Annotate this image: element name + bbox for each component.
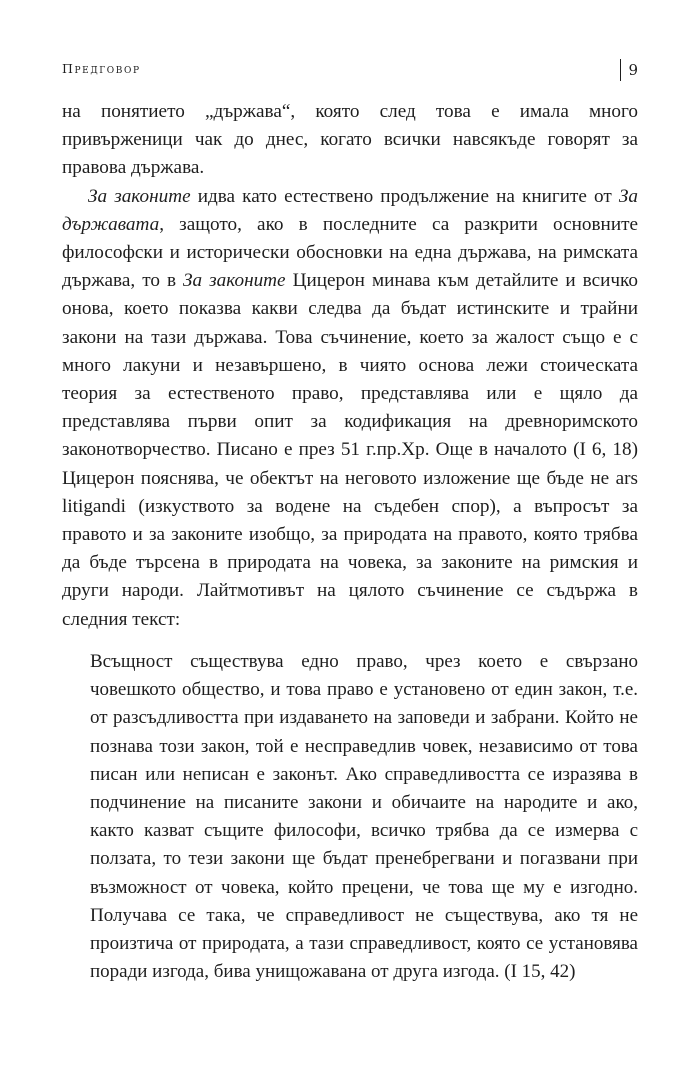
book-title-italic: За законите xyxy=(88,185,191,207)
paragraph-text: Цицерон минава към детайлите и всичко онова, което показва какви следва да бъдат истинските и трайни закони на тази държава. Това съчинение, което за жалост също е с много лакуни и незавършено, в чиято основа лежи стоическата теория за естественото право, представлява или е щяло да представлява първи опит за кодификация на древноримското законотворчество. Писано е през 51 г.пр.Хр. Още в началото (I 6, 18) Цицерон пояснява, че обектът на неговото изложение ще бъде не ars litigandi (изкуството за водене на съдебен спор), а въпросът за правото и за законите изобщо, за природата на правото, която трябва да бъде търсена в природата на човека, за законите на римския и други народи. Лайтмотивът на цялото съчинение се съдържа в следния текст: xyxy=(62,270,638,630)
page-number: 9 xyxy=(628,61,638,79)
running-header xyxy=(62,58,638,82)
paragraph-text: идва като естествено продължение на книгите от xyxy=(190,185,619,207)
book-title-italic: За държавата xyxy=(62,185,638,235)
paragraph-de-legibus xyxy=(62,183,638,634)
block-quote: Всъщност съществува едно право, чрез което е свързано човешкото общество, и това право е установено от един закон, т.е. от разсъдливостта при издаването на заповеди и забрани. Който не познава този закон, той е несправедлив човек, независимо от това писан или неписан е законът. Ако справедливостта се изразява в подчинение на писаните закони и обичаите на народите и ако, както казват същите философи, всичко трябва да се измерва с ползата, то тези закони ще бъдат пренебрегвани и погазвани при възможност от човека, който прецени, че това ще му е изгодно. Получава се така, че справедливост не съществува, ако тя не произтича от природата, а тази справедливост, която се установява поради изгода, бива унищожавана от друга изгода. (I 15, 42) xyxy=(90,651,638,983)
book-title-italic: За законите xyxy=(183,270,286,292)
header-rule xyxy=(620,59,621,81)
paragraph-continued: на понятието „държава“, която след това е имала много привърженици чак до днес, когато всички навсякъде говорят за правова държава. xyxy=(62,101,638,179)
paragraph-text: , защото, ако в последните са разкрити основните философски и исторически обосновки на една държава, на римската държава, то в xyxy=(62,213,638,292)
body-text xyxy=(62,98,638,634)
page-number-block xyxy=(620,58,638,82)
running-title: Предговор xyxy=(62,61,141,76)
